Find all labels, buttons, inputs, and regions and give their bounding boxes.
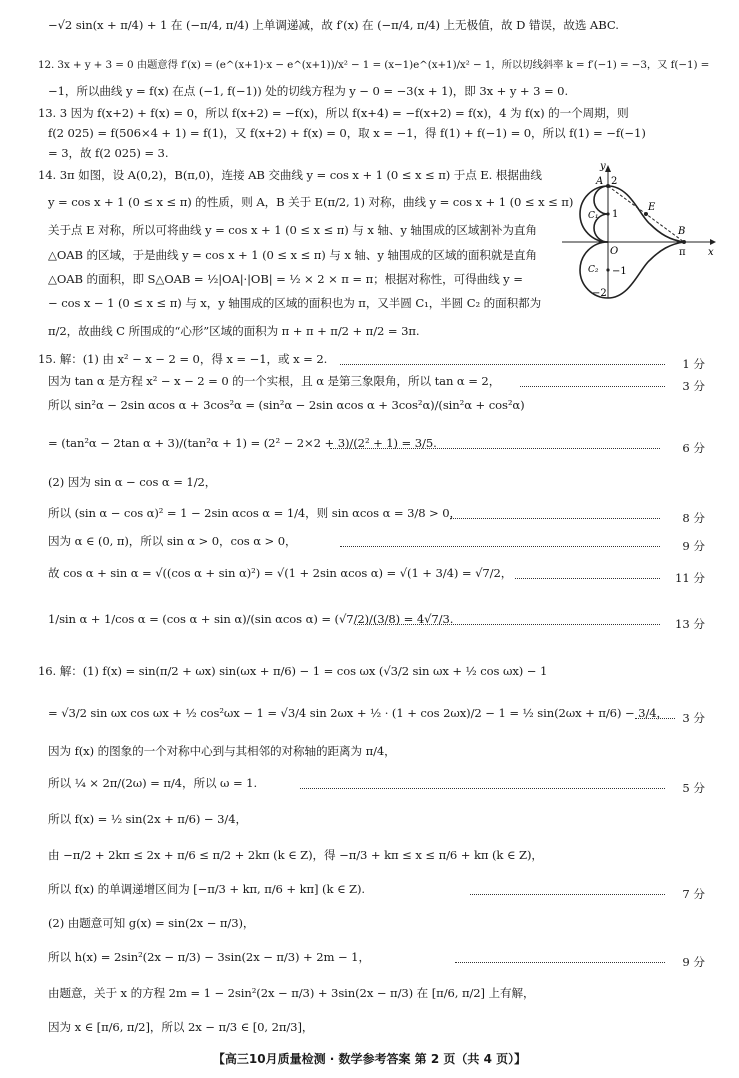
dot-leader [455, 962, 665, 963]
heart-curve-graph [560, 160, 718, 300]
score-label: 13 分 [674, 617, 705, 631]
label-a: A [596, 176, 604, 187]
label-b: B [678, 226, 686, 237]
dot-leader [340, 364, 665, 365]
axis-x-label: x [708, 247, 714, 258]
dot-leader [450, 518, 660, 519]
dot-leader [330, 448, 660, 449]
text-line: △OAB 的区域，于是曲线 y = cos x + 1 (0 ≤ x ≤ π) 与 x 轴、y 轴围成的区域的面积就是直角 [48, 248, 537, 262]
text-line: (2) 因为 sin α − cos α = 1/2， [48, 475, 217, 489]
score-label: 3 分 [682, 711, 705, 725]
point-b [682, 240, 686, 244]
text-line: 由 −π/2 + 2kπ ≤ 2x + π/6 ≤ π/2 + 2kπ (k ∈ Z)，得 −π/3 + kπ ≤ x ≤ π/6 + kπ (k ∈ Z)， [48, 848, 543, 862]
label-c1: C₁ [588, 211, 599, 221]
text-line: 关于点 E 对称，所以可将曲线 y = cos x + 1 (0 ≤ x ≤ π) 与 x 轴、y 轴围成的区域割补为直角 [48, 223, 537, 237]
text-line: 1/sin α + 1/cos α = (cos α + sin α)/(sin αcos α) = (√7/2)/(3/8) = 4√7/3. [48, 612, 454, 626]
text-line: 16. 解：(1) f(x) = sin(π/2 + ωx) sin(ωx + π/6) − 1 = cos ωx (√3/2 sin ωx + ½ cos ωx) − 1 [38, 664, 548, 678]
dot-leader [520, 386, 665, 387]
label-o: O [610, 246, 619, 257]
text-line: 所以 f(x) 的单调递增区间为 [−π/3 + kπ, π/6 + kπ] (k ∈ Z). [48, 882, 366, 896]
center-c2 [606, 268, 609, 271]
y-axis-arrow-icon [605, 165, 611, 172]
score-label: 5 分 [682, 781, 705, 795]
text-line: (2) 由题意可知 g(x) = sin(2x − π/3)， [48, 916, 255, 930]
text-line: 12. 3x + y + 3 = 0 由题意得 f′(x) = (e^(x+1)·x − e^(x+1))/x² − 1 = (x−1)e^(x+1)/x² − 1，所以切线斜率 k = f′(−1) = −3，又 f(−1) = [38, 59, 710, 71]
text-line: 所以 h(x) = 2sin²(2x − π/3) − 3sin(2x − π/3) + 2m − 1， [48, 950, 370, 964]
text-line: 由题意，关于 x 的方程 2m = 1 − 2sin²(2x − π/3) + 3sin(2x − π/3) 在 [π/6, π/2] 上有解， [48, 986, 535, 1000]
tick-minus-2: −2 [592, 288, 607, 299]
text-line: y = cos x + 1 (0 ≤ x ≤ π) 的性质，则 A，B 关于 E(π/2, 1) 对称，曲线 y = cos x + 1 (0 ≤ x ≤ π) [48, 195, 574, 209]
score-label: 11 分 [674, 571, 705, 585]
dot-leader [340, 546, 660, 547]
text-line: 所以 (sin α − cos α)² = 1 − 2sin αcos α = 1/4，则 sin αcos α = 3/8 > 0， [48, 506, 462, 520]
text-line: 所以 f(x) = ½ sin(2x + π/6) − 3/4， [48, 812, 247, 826]
dot-leader [635, 718, 675, 719]
text-line: 14. 3π 如图，设 A(0,2)，B(π,0)，连接 AB 交曲线 y = cos x + 1 (0 ≤ x ≤ π) 于点 E. 根据曲线 [38, 168, 542, 182]
text-line: π/2，故曲线 C 所围成的“心形”区域的面积为 π + π + π/2 + π/2 = 3π. [48, 324, 420, 338]
text-line: 13. 3 因为 f(x+2) + f(x) = 0，所以 f(x+2) = −f(x)，所以 f(x+4) = −f(x+2) = f(x)，4 为 f(x) 的一个周期，则 [38, 106, 629, 120]
dot-leader [300, 788, 665, 789]
tick-2: 2 [611, 176, 618, 187]
text-line: − cos x − 1 (0 ≤ x ≤ π) 与 x，y 轴围成的区域的面积也为 π，又半圆 C₁，半圆 C₂ 的面积都为 [48, 296, 542, 310]
text-line: f(2 025) = f(506×4 + 1) = f(1)，又 f(x+2) + f(x) = 0，取 x = −1，得 f(1) + f(−1) = 0，所以 f(1) = −f(−1) [48, 126, 646, 140]
label-c2: C₂ [588, 265, 599, 275]
text-line: △OAB 的面积，即 S△OAB = ½|OA|·|OB| = ½ × 2 × π = π；根据对称性，可得曲线 y = [48, 272, 523, 286]
score-label: 9 分 [682, 955, 705, 969]
text-line: 因为 f(x) 的图象的一个对称中心到与其相邻的对称轴的距离为 π/4， [48, 744, 396, 758]
score-label: 3 分 [682, 379, 705, 393]
text-line: 所以 ¼ × 2π/(2ω) = π/4，所以 ω = 1. [48, 776, 258, 790]
text-line: 15. 解：(1) 由 x² − x − 2 = 0，得 x = −1，或 x = 2. [38, 352, 328, 366]
text-line: = √3/2 sin ωx cos ωx + ½ cos²ωx − 1 = √3/4 sin 2ωx + ½ · (1 + cos 2ωx)/2 − 1 = ½ sin(2ωx + π/6) − 3/4， [48, 706, 669, 720]
x-axis-arrow-icon [710, 239, 716, 245]
text-line: 因为 x ∈ [π/6, π/2]，所以 2x − π/3 ∈ [0, 2π/3]， [48, 1020, 314, 1034]
dot-leader [355, 624, 660, 625]
score-label: 1 分 [682, 357, 705, 371]
dot-leader [470, 894, 665, 895]
score-label: 7 分 [682, 887, 705, 901]
center-c1 [606, 212, 609, 215]
dot-leader [515, 578, 660, 579]
tick-pi: π [679, 247, 686, 258]
axis-y-label: y [600, 161, 606, 172]
text-line: 因为 α ∈ (0, π)，所以 sin α > 0，cos α > 0， [48, 534, 297, 548]
score-label: 9 分 [682, 539, 705, 553]
tick-minus-1: −1 [612, 266, 627, 277]
text-line: = 3，故 f(2 025) = 3. [48, 146, 169, 160]
text-line: −1，所以曲线 y = f(x) 在点 (−1, f(−1)) 处的切线方程为 y − 0 = −3(x + 1)，即 3x + y + 3 = 0. [48, 84, 569, 98]
text-line: = (tan²α − 2tan α + 3)/(tan²α + 1) = (2² − 2×2 + 3)/(2² + 1) = 3/5. [48, 436, 437, 450]
score-label: 8 分 [682, 511, 705, 525]
tick-1: 1 [612, 209, 619, 220]
label-e: E [648, 202, 656, 213]
text-line: 因为 tan α 是方程 x² − x − 2 = 0 的一个实根，且 α 是第三象限角，所以 tan α = 2， [48, 374, 501, 388]
score-label: 6 分 [682, 441, 705, 455]
point-a [606, 184, 610, 188]
text-line: 所以 sin²α − 2sin αcos α + 3cos²α = (sin²α − 2sin αcos α + 3cos²α)/(sin²α + cos²α) [48, 398, 525, 412]
text-line: 故 cos α + sin α = √((cos α + sin α)²) = √(1 + 2sin αcos α) = √(1 + 3/4) = √7/2， [48, 566, 513, 580]
text-line: −√2 sin(x + π/4) + 1 在 (−π/4, π/4) 上单调递减，故 f′(x) 在 (−π/4, π/4) 上无极值，故 D 错误，故选 ABC. [48, 18, 619, 32]
page-footer: 【高三10月质量检测 · 数学参考答案 第 2 页（共 4 页）】 [212, 1052, 527, 1066]
